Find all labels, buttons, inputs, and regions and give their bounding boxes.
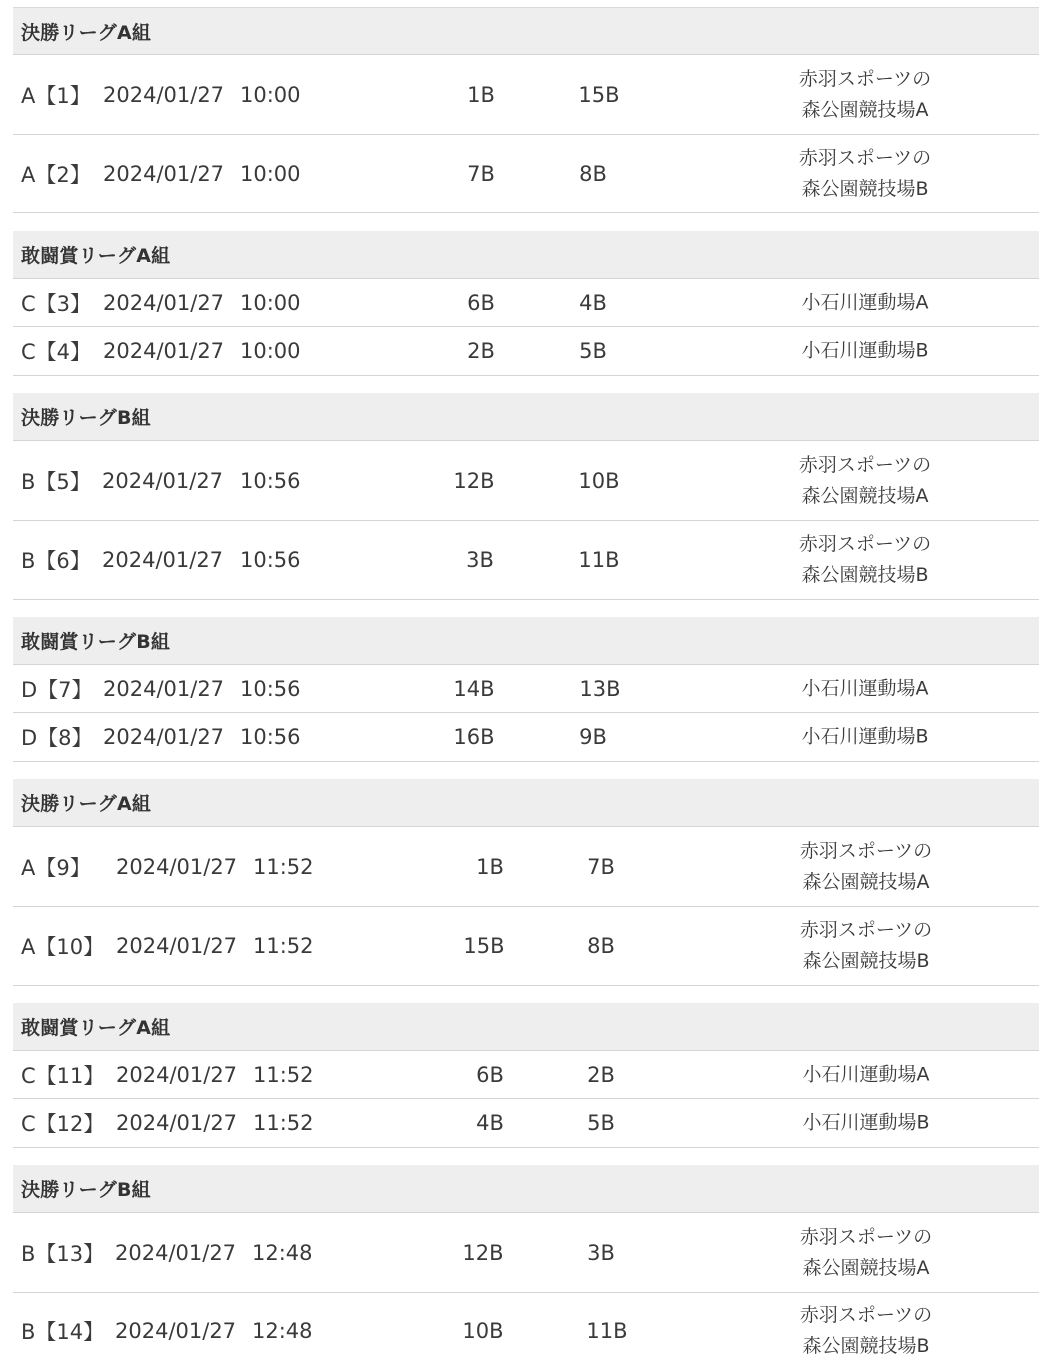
venue [780,287,950,318]
match-id: B【13】 [21,1241,105,1266]
team-2: 9B [579,725,607,749]
team-1: 4B [476,1111,504,1135]
venue [780,450,950,512]
match-id: B【14】 [21,1320,105,1344]
team-2: 7B [587,854,615,879]
match-time: 10:00 [240,339,301,363]
match-time: 10:56 [240,676,301,701]
match-row [13,1213,1039,1293]
team-2: 5B [587,1111,615,1135]
match-date: 2024/01/27 [103,725,225,749]
section-header: 決勝リーグA組 [13,779,1039,827]
match-date: 2024/01/27 [115,1319,237,1343]
match-date: 2024/01/27 [116,854,238,879]
match-date: 2024/01/27 [116,1111,238,1135]
match-id: B【6】 [21,549,91,573]
match-date: 2024/01/27 [103,161,225,186]
team-2: 5B [579,339,607,363]
venue-line: 小石川運動場B [801,725,929,748]
venue-line: 赤羽スポーツの [798,453,932,476]
match-date: 2024/01/27 [102,468,224,493]
venue-line: 森公園競技場B [802,1335,930,1357]
venue-line: 森公園競技場A [801,98,929,121]
team-2: 11B [586,1319,628,1343]
match-date: 2024/01/27 [103,676,225,701]
venue-line: 小石川運動場A [801,291,929,313]
match-row [13,827,1039,907]
match-date: 2024/01/27 [103,290,225,315]
venue [780,336,950,367]
team-2: 4B [579,290,607,315]
match-row [13,1293,1039,1369]
venue-line: 赤羽スポーツの [799,1304,933,1326]
team-1: 1B [467,82,495,107]
section-header: 決勝リーグA組 [13,8,1039,55]
match-time: 10:56 [240,725,301,749]
match-time: 10:56 [240,468,301,493]
venue-line: 森公園競技場B [801,564,929,586]
section-header: 敢闘賞リーグB組 [13,617,1039,665]
match-time: 11:52 [253,934,314,958]
match-id: C【12】 [21,1112,105,1136]
match-row [13,907,1039,986]
team-1: 12B [453,468,495,493]
section-header: 決勝リーグB組 [13,1165,1039,1213]
match-time: 10:00 [240,290,301,315]
venue-line: 森公園競技場B [802,950,930,972]
venue-line: 赤羽スポーツの [798,533,932,555]
venue-line: 赤羽スポーツの [799,919,933,941]
match-row [13,1099,1039,1148]
team-1: 16B [453,725,495,749]
team-1: 1B [476,854,504,879]
match-row [13,55,1039,135]
venue-line: 赤羽スポーツの [799,1225,933,1248]
team-2: 8B [579,161,607,186]
team-2: 11B [578,548,620,572]
team-2: 13B [579,676,621,701]
match-row [13,1051,1039,1099]
venue-line: 赤羽スポーツの [798,146,932,169]
match-row [13,441,1039,521]
team-1: 15B [463,934,505,958]
match-date: 2024/01/27 [115,1240,237,1265]
team-2: 8B [587,934,615,958]
match-id: A【1】 [21,83,91,108]
venue [781,1300,951,1362]
section-header: 敢闘賞リーグA組 [13,231,1039,279]
venue [780,722,950,753]
venue [780,529,950,591]
match-row [13,279,1039,327]
match-time: 11:52 [253,1111,314,1135]
team-2: 10B [578,468,620,493]
team-2: 3B [587,1240,615,1265]
match-date: 2024/01/27 [116,1062,238,1087]
match-time: 11:52 [253,854,314,879]
match-time: 10:56 [240,548,301,572]
team-1: 3B [466,548,494,572]
venue-line: 森公園競技場B [801,177,929,200]
match-row [13,327,1039,376]
venue-line: 森公園競技場A [802,870,930,893]
team-1: 7B [467,161,495,186]
match-date: 2024/01/27 [103,82,225,107]
match-row [13,135,1039,213]
match-date: 2024/01/27 [116,934,238,958]
team-1: 10B [462,1319,504,1343]
section-header: 敢闘賞リーグA組 [13,1003,1039,1051]
match-id: A【2】 [21,162,91,187]
match-time: 10:00 [240,161,301,186]
match-id: D【7】 [21,677,93,702]
venue-line: 赤羽スポーツの [799,839,933,862]
match-time: 12:48 [252,1240,313,1265]
venue-line: 小石川運動場A [801,677,929,699]
team-1: 2B [467,339,495,363]
team-2: 15B [578,82,620,107]
match-time: 12:48 [252,1319,313,1343]
match-id: C【4】 [21,340,92,364]
team-2: 2B [587,1062,615,1087]
match-id: B【5】 [21,469,91,494]
venue-line: 森公園競技場A [801,484,929,507]
team-1: 12B [462,1240,504,1265]
match-time: 11:52 [253,1062,314,1087]
venue [781,1222,951,1284]
match-id: A【9】 [21,855,91,880]
match-row [13,665,1039,713]
venue-line: 森公園競技場A [802,1256,930,1279]
venue-line: 小石川運動場B [802,1111,930,1134]
team-1: 6B [467,290,495,315]
section-header: 決勝リーグB組 [13,393,1039,441]
match-date: 2024/01/27 [102,548,224,572]
venue [780,673,950,704]
match-date: 2024/01/27 [103,339,225,363]
venue-line: 赤羽スポーツの [798,67,932,90]
venue-line: 小石川運動場A [802,1063,930,1085]
venue [781,1059,951,1090]
venue-line: 小石川運動場B [801,339,929,362]
match-id: A【10】 [21,935,105,959]
team-1: 6B [476,1062,504,1087]
venue [780,143,950,205]
match-row [13,713,1039,762]
match-time: 10:00 [240,82,301,107]
match-id: C【3】 [21,291,92,316]
team-1: 14B [453,676,495,701]
match-id: C【11】 [21,1063,105,1088]
match-id: D【8】 [21,726,93,750]
venue [781,915,951,977]
venue [781,1108,951,1139]
venue [780,64,950,126]
venue [781,836,951,898]
match-row [13,521,1039,600]
